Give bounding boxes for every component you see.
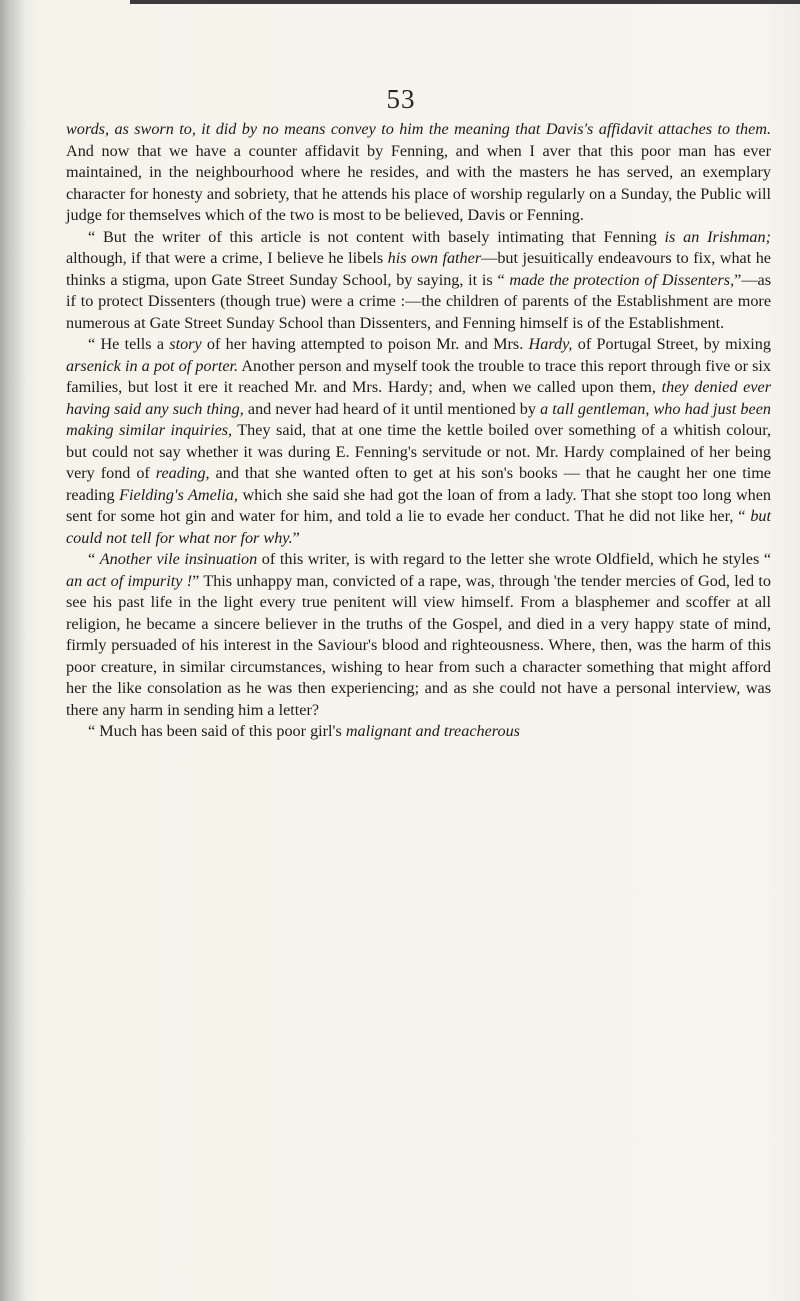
italic-text-segment: Hardy, — [528, 335, 573, 353]
text-segment: ”—as if to protect Dissenters (though true) were a crime :—the children of parents of the Establishment are more numerous at Gate Street Sunday School than Dissenters, and Fenning himself is of the Establishment. — [66, 270, 771, 332]
italic-text-segment: arsenick in a pot of porter. — [66, 356, 239, 375]
text-segment: of Portugal Street, by mixing — [572, 335, 771, 353]
text-segment: Another person and myself took the trouble to trace this report through five or six families, but lost it ere it reached Mr. and Mrs. Hardy; and, when we called upon them, — [66, 356, 771, 396]
text-segment: although, if that were a crime, I believe he libels — [66, 249, 388, 267]
text-segment: “ — [88, 550, 100, 568]
text-segment: “ He tells a — [88, 335, 170, 353]
paragraph-5 — [66, 721, 771, 743]
italic-text-segment: an act of impurity ! — [66, 571, 193, 590]
paragraph-3 — [66, 334, 771, 549]
text-segment: ” This unhappy man, convicted of a rape, was, through 'the tender mercies of God, led to see his past life in the light every true penitent will view himself. From a blasphemer and scoffer at all religion, he became a sincere believer in the truths of the Gospel, and died in a very happy state of mind, firmly persuaded of his interest in the Saviour's blood and righteousness. Where, then, was the harm of this poor creature, in similar circumstances, wishing to hear from such a character something that might afford her the like consolation as he was then experiencing; and as she could not have a personal interview, was there any harm in sending him a letter? — [66, 571, 771, 719]
text-segment: and never had heard of it until mentioned by — [243, 399, 541, 418]
text-segment: and that she wanted often to get at his son's books — that he caught her one time reading — [66, 464, 771, 504]
body-text — [66, 119, 771, 743]
italic-text-segment: is an Irishman; — [664, 227, 771, 246]
italic-text-segment: but could not tell for what nor for why. — [66, 507, 771, 547]
binding-shadow — [0, 0, 26, 1301]
italic-text-segment: reading, — [155, 464, 210, 482]
italic-text-segment: Another vile insinuation — [99, 550, 258, 568]
text-segment: of this writer, is with regard to the letter she wrote Oldfield, which he styles “ — [257, 550, 772, 568]
italic-text-segment: words, as sworn to, it did by no means convey to him the meaning that Davis's affidavit attaches to them. — [66, 120, 771, 138]
italic-text-segment: made the protection of Dissenters, — [509, 270, 735, 289]
paragraph-4 — [66, 549, 771, 721]
italic-text-segment: malignant and treacherous — [345, 722, 520, 740]
text-segment: “ Much has been said of this poor girl's — [88, 722, 346, 740]
text-segment: which she said she had got the loan of from a lady. That she stopt too long when sent for some hot gin and water for him, and told a lie to evade her conduct. That he did not like her, “ — [66, 485, 772, 525]
italic-text-segment: a tall gentleman, who had just been making similar inquiries, — [66, 399, 771, 439]
italic-text-segment: his own father — [387, 249, 482, 267]
page-number: 53 — [386, 84, 416, 114]
text-segment: —but jesuitically endeavours to fix, what he thinks a stigma, upon Gate Street Sunday School, by saying, it is “ — [66, 249, 771, 289]
italic-text-segment: story — [169, 335, 202, 353]
text-segment: ” — [292, 528, 300, 547]
paragraph-1 — [66, 119, 771, 227]
page-top-edge — [130, 0, 800, 4]
italic-text-segment: Fielding's Amelia, — [119, 485, 238, 504]
text-segment: They said, that at one time the kettle boiled over something of a whitish colour, but could not say whether it was during E. Fenning's servitude or not. Mr. Hardy complained of her being very fond of — [66, 421, 771, 482]
text-segment: “ But the writer of this article is not content with basely intimating that Fenning — [88, 227, 665, 246]
text-segment: And now that we have a counter affidavit by Fenning, and when I aver that this poor man has ever maintained, in the neighbourhood where he resides, and with the masters he has served, an exemplary character for honesty and sobriety, that he attends his place of worship regularly on a Sunday, the Public will judge for themselves which of the two is most to be believed, Davis or Fenning. — [66, 141, 771, 224]
paragraph-2 — [66, 227, 771, 335]
italic-text-segment: they denied ever having said any such thing, — [66, 378, 771, 418]
text-segment: of her having attempted to poison Mr. and Mrs. — [201, 335, 529, 353]
